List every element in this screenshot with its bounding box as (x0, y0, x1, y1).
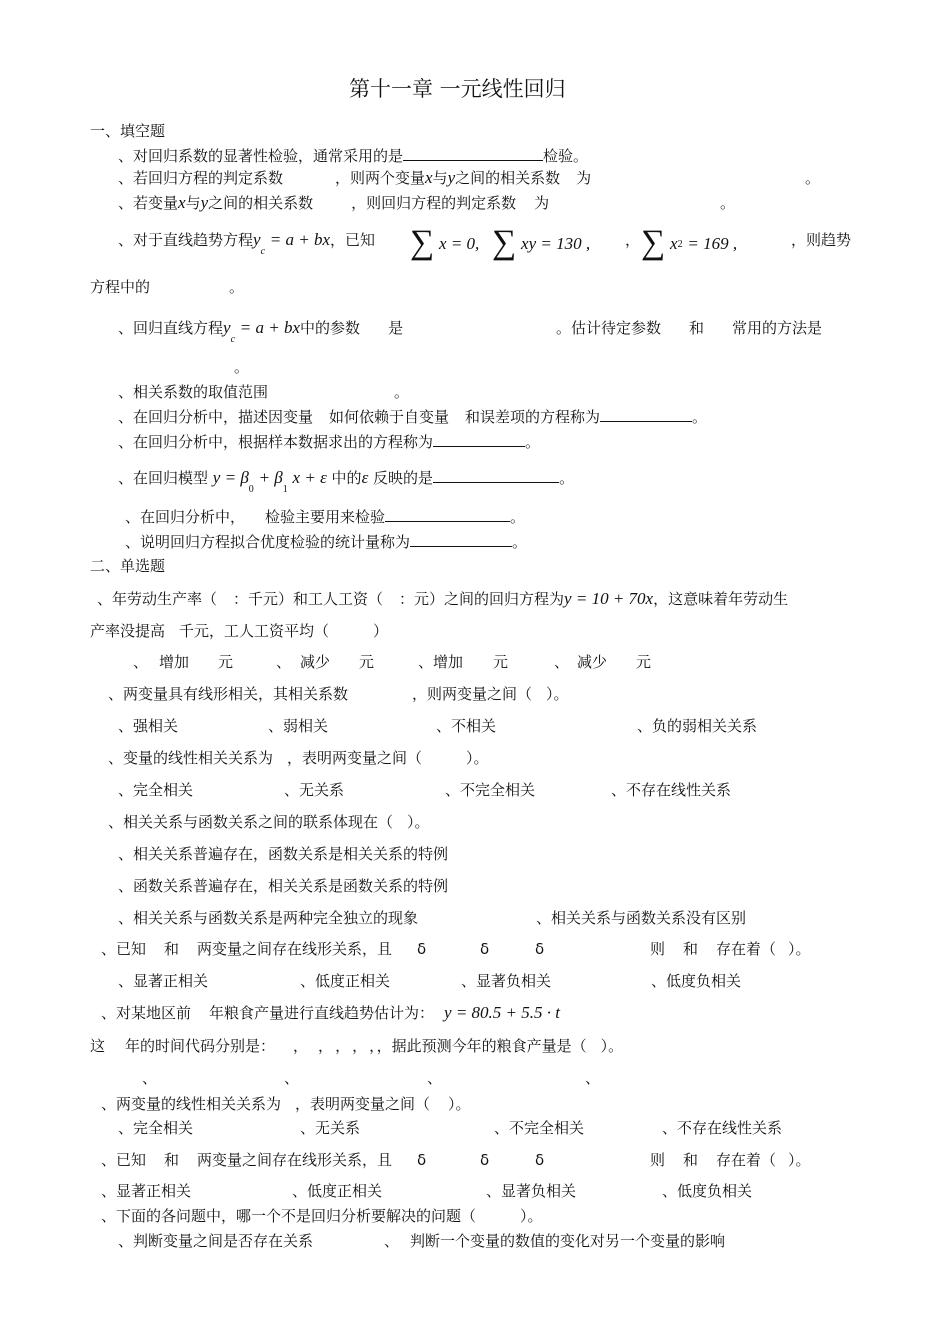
mc-q8-option-c[interactable]: 、显著负相关 (486, 1182, 577, 1200)
mc-question-2: 、两变量具有线形相关，其相关系数 ，则两变量之间（ ）。 (108, 685, 569, 703)
mc-q6-option-a[interactable]: 、 (142, 1069, 158, 1087)
fill-question-9: 、在回归模型 $y = \beta_0 + \beta_1$ x + ε 中的ε 反映的是 。 (118, 468, 575, 495)
mc-question-9: 、下面的各问题中，哪一个不是回归分析要解决的问题（ ）。 (101, 1207, 543, 1225)
fill-question-7: 、在回归分析中，描述因变量 如何依赖于自变量 和误差项的方程称为 。 (118, 408, 708, 426)
mc-q1-option[interactable]: 、增加 (418, 653, 464, 671)
answer-blank (433, 432, 525, 447)
answer-blank (403, 146, 543, 161)
fill-question-2-end: 。 (805, 169, 821, 187)
answer-blank (410, 532, 512, 547)
mc-question-6-cont: 这 年的时间代码分别是： ， ， ， ， ，，据此预测今年的粮食产量是（ ）。 (90, 1037, 624, 1055)
fill-question-4: 、对于直线趋势方程$y_c = a$ + bx，已知 (118, 230, 376, 257)
mc-q8-option-a[interactable]: 、显著正相关 (101, 1182, 192, 1200)
sum-xy: ∑ xy = 130 , (492, 224, 591, 261)
mc-question-1: 、年劳动生产率（ ：千元）和工人工资（ ：元）之间的回归方程为y = 10 + 70x，这意味着年劳动生 (97, 589, 789, 608)
answer-blank (433, 468, 559, 483)
mc-q7-option-c[interactable]: 、不完全相关 (494, 1119, 585, 1137)
sum-symbol: ∑ (410, 224, 435, 261)
fill-question-6: 、相关系数的取值范围 。 (118, 383, 410, 401)
mc-q5-option-c[interactable]: 、显著负相关 (461, 972, 552, 990)
fill-question-3-end: 。 (720, 194, 736, 212)
mc-q5-option-d[interactable]: 、低度负相关 (651, 972, 742, 990)
mc-question-8: 、已知 和 两变量之间存在线形关系，且 (101, 1151, 393, 1169)
mc-q5-option-b[interactable]: 、低度正相关 (300, 972, 391, 990)
mc-q5-option-a[interactable]: 、显著正相关 (118, 972, 209, 990)
mc-q2-option-a[interactable]: 、强相关 (118, 717, 179, 735)
mc-q2-option-c[interactable]: 、不相关 (436, 717, 497, 735)
mc-q2-option-b[interactable]: 、弱相关 (268, 717, 329, 735)
mc-q6-option-b[interactable]: 、 (284, 1069, 300, 1087)
fill-question-2: 、若回归方程的判定系数 ，则两个变量x与y之间的相关系数 为 (118, 168, 592, 187)
fill-question-10: 、在回归分析中， 检验主要用来检验 。 (125, 508, 526, 526)
mc-q3-option-c[interactable]: 、不完全相关 (445, 781, 536, 799)
mc-q3-option-b[interactable]: 、无关系 (284, 781, 345, 799)
mc-q7-option-a[interactable]: 、完全相关 (118, 1119, 194, 1137)
mc-question-6: 、对某地区前 年粮食产量进行直线趋势估计为： y = 80.5 + 5.5 · t (101, 1003, 560, 1022)
document-page: 第十一章 一元线性回归 一、填空题 、对回归系数的显著性检验，通常采用的是 检验。 、若回归方程的判定系数 ，则两个变量x与y之间的相关系数 为 。 、若变量x与y之间的相关系数 ，则回归方程的判定系数 为 。 、对于直线趋势方程$y_c = a$ + bx，已知 ∑ x = 0, ∑ xy = 130 , ， ∑ x2 = 169 , ，则趋势 方程中的 。 、回归直线方程$y_c = a$ + bx中的参数 是 。估计待定参数 和 常用的方法是 。 、相关系数的取值范围 。 、在回归分析中，描述因变量 如何依赖于自变量 和误差项的方程称为 。 、在回归分析中，根据样本数据求出的方程称为 。 、在回归模型 $y = \beta_0 + \beta_1$ x + ε 中的ε 反映的是 。 、在回归分析中， 检验主要用来检验 。 、说明回归方程拟合优度检验的统计量称为 。 二、单选题 、年劳动生产率（ ：千元）和工人工资（ ：元）之间的回归方程为y = 10 + 70x，这意味着年劳动生 产率没提高 千元，工人工资平均（ ） 、 增加 元 、 减少 元 、增加 元 、 减少 元 、两变量具有线形相关，其相关系数 ，则两变量之间（ ）。 、强相关 、弱相关 、不相关 、负的弱相关关系 、变量的线性相关关系为 ，表明两变量之间（ ）。 、完全相关 、无关系 、不完全相关 、不存在线性关系 、相关关系与函数关系之间的联系体现在（ ）。 、相关关系普遍存在，函数关系是相关关系的特例 、函数关系普遍存在，相关关系是函数关系的特例 、相关关系与函数关系是两种完全独立的现象 、相关关系与函数关系没有区别 、已知 和 两变量之间存在线形关系，且 δ δ δ 则 和 存在着（ ）。 、显著正相关 、低度正相关 、显著负相关 、低度负相关 、对某地区前 年粮食产量进行直线趋势估计为： y = 80.5 + 5.5 · t 这 年的时间代码分别是： ， ， ， ， ，，据此预测今年的粮食产量是（ ）。 、 、 、 、 、两变量的线性相关关系为 ，表明两变量之间（ ）。 、完全相关 、无关系 、不完全相关 、不存在线性关系 、已知 和 两变量之间存在线形关系，且 δ δ δ 则 和 存在着（ ）。 、显著正相关 、低度正相关 、显著负相关 、低度负相关 、下面的各问题中，哪一个不是回归分析要解决的问题（ ）。 、判断变量之间是否存在关系 、 判断一个变量的数值的变化对另一个变量的影响 (0, 0, 950, 1344)
section-heading-mc: 二、单选题 (90, 557, 166, 575)
sum-x2: ∑ x2 = 169 , (641, 224, 738, 261)
mc-q1-option[interactable]: 、 (554, 653, 570, 671)
mc-question-3: 、变量的线性相关关系为 ，表明两变量之间（ ）。 (108, 749, 489, 767)
mc-question-1-cont: 产率没提高 千元，工人工资平均（ ） (90, 622, 389, 640)
mc-question-4: 、相关关系与函数关系之间的联系体现在（ ）。 (108, 813, 430, 831)
mc-q7-option-b[interactable]: 、无关系 (300, 1119, 361, 1137)
mc-q2-option-d[interactable]: 、负的弱相关关系 (637, 717, 758, 735)
mc-q1-option[interactable]: 、 (133, 653, 149, 671)
mc-q6-option-d[interactable]: 、 (585, 1069, 601, 1087)
mc-q3-option-a[interactable]: 、完全相关 (118, 781, 194, 799)
fill-question-5-tail: 。估计待定参数 和 常用的方法是 (556, 319, 823, 337)
fill-question-1: 、对回归系数的显著性检验，通常采用的是 检验。 (118, 147, 589, 165)
mc-q3-option-d[interactable]: 、不存在线性关系 (611, 781, 732, 799)
mc-q4-option-a[interactable]: 、相关关系普遍存在，函数关系是相关关系的特例 (118, 845, 449, 863)
fill-question-5: 、回归直线方程$y_c = a$ + bx中的参数 是 (118, 318, 404, 345)
mc-q7-option-d[interactable]: 、不存在线性关系 (662, 1119, 783, 1137)
mc-question-8-tail: 则 和 存在着（ ）。 (650, 1151, 811, 1169)
mc-question-5: 、已知 和 两变量之间存在线形关系，且 (101, 940, 393, 958)
fill-question-11: 、说明回归方程拟合优度检验的统计量称为 。 (125, 533, 528, 551)
fill-question-3: 、若变量x与y之间的相关系数 ，则回归方程的判定系数 为 (118, 193, 550, 212)
mc-q6-option-c[interactable]: 、 (427, 1069, 443, 1087)
mc-q4-option-d[interactable]: 、相关关系与函数关系没有区别 (536, 909, 747, 927)
mc-q4-option-c[interactable]: 、相关关系与函数关系是两种完全独立的现象 (118, 909, 419, 927)
mc-question-7: 、两变量的线性相关关系为 ，表明两变量之间（ ）。 (101, 1095, 471, 1113)
page-title: 第十一章 一元线性回归 (349, 77, 566, 101)
mc-question-5-tail: 则 和 存在着（ ）。 (650, 940, 811, 958)
answer-blank (385, 507, 510, 522)
fill-question-8: 、在回归分析中，根据样本数据求出的方程称为 。 (118, 433, 541, 451)
fill-question-4-tail: ，则趋势 (791, 231, 852, 249)
fill-question-4-cont: 方程中的 (90, 278, 151, 296)
mc-q1-option[interactable]: 、 (276, 653, 292, 671)
mc-q4-option-b[interactable]: 、函数关系普遍存在，相关关系是函数关系的特例 (118, 877, 449, 895)
mc-q9-option-b[interactable]: 、 (384, 1232, 400, 1250)
mc-q8-option-d[interactable]: 、低度负相关 (662, 1182, 753, 1200)
mc-q8-option-b[interactable]: 、低度正相关 (292, 1182, 383, 1200)
sum-symbol: ∑ (492, 224, 517, 261)
section-heading-fill: 一、填空题 (90, 122, 166, 140)
comma: ， (625, 231, 641, 249)
sum-symbol: ∑ (641, 224, 666, 261)
sum-x: ∑ x = 0, (410, 224, 480, 261)
answer-blank (600, 407, 692, 422)
mc-q9-option-a[interactable]: 、判断变量之间是否存在关系 (118, 1232, 314, 1250)
